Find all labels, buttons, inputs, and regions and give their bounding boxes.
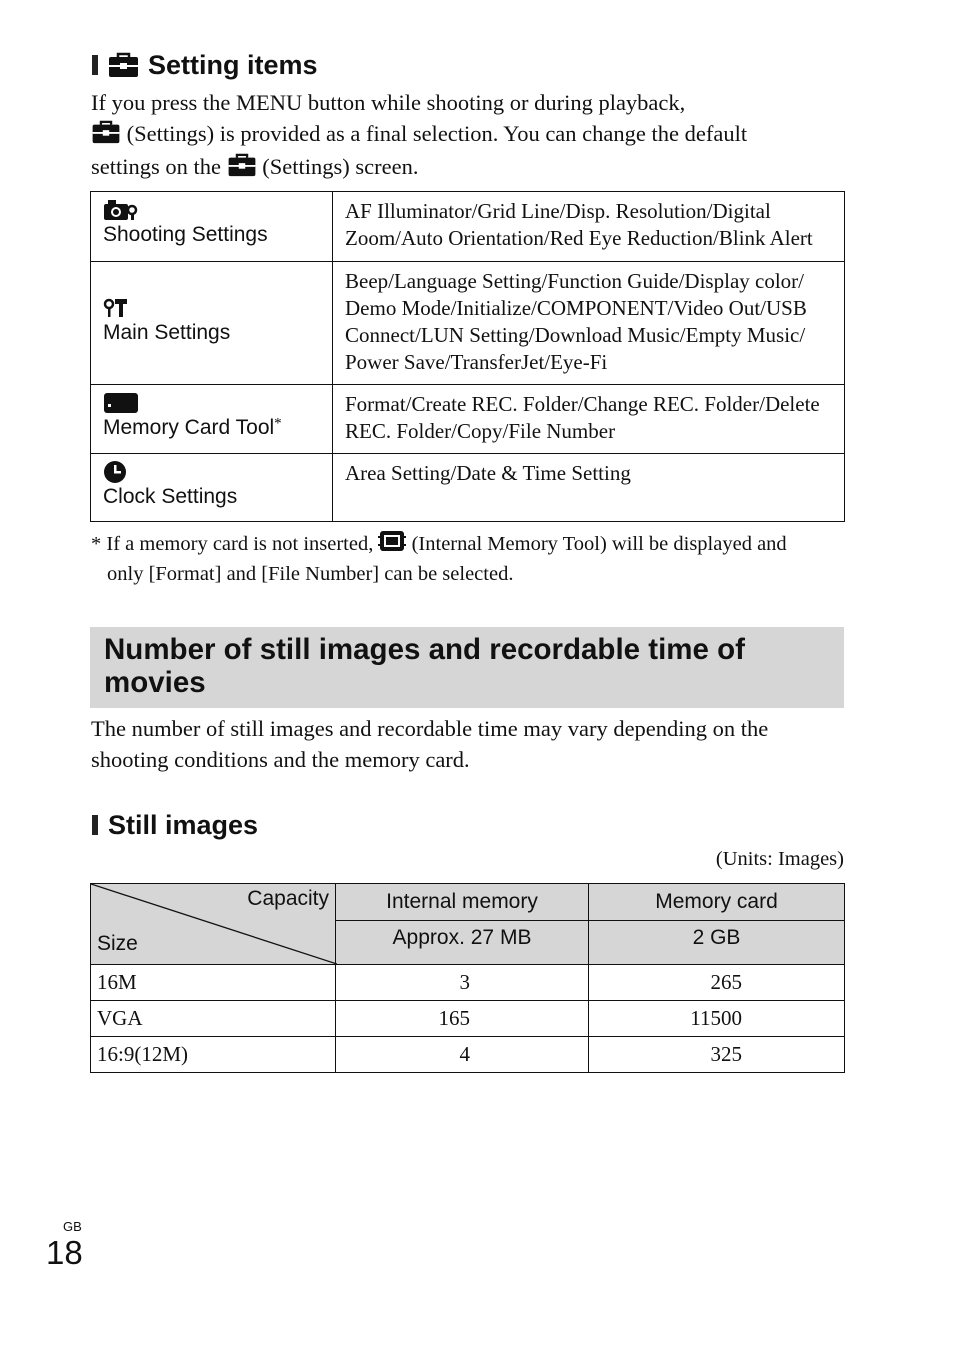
internal-memory-capacity: Approx. 27 MB <box>336 921 589 965</box>
setting-intro <box>91 88 851 186</box>
footnote-text-b: (Internal Memory Tool) will be displayed and <box>411 533 787 555</box>
settings-category-cell <box>91 385 333 454</box>
settings-row-shooting <box>91 192 845 262</box>
size-cell: 16:9(12M) <box>91 1037 336 1073</box>
still-images-heading: Still images <box>108 810 259 840</box>
intro-line-3-text-b: (Settings) screen. <box>262 154 419 179</box>
camera-settings-icon <box>103 198 320 222</box>
section-title: Number of still images and recordable time of movies <box>104 633 745 699</box>
memory-card-capacity: 2 GB <box>589 921 845 965</box>
toolbox-icon <box>91 120 121 153</box>
intro-line-2 <box>91 119 851 153</box>
heading-bar <box>92 815 98 835</box>
table-row <box>91 1037 845 1073</box>
page-number: 18 <box>46 1234 83 1271</box>
section-banner <box>90 627 844 708</box>
section-intro: The number of still images and recordable time may vary depending on the shooting conditions and the memory card. <box>91 716 769 772</box>
settings-row-clock <box>91 454 845 522</box>
settings-row-memory-card <box>91 385 845 454</box>
heading-bar <box>92 55 98 75</box>
intro-line-3 <box>91 152 851 186</box>
card-count-cell: 325 <box>589 1037 845 1073</box>
capacity-header-row <box>91 884 845 921</box>
memory-card-icon <box>103 391 320 415</box>
setting-items-heading: Setting items <box>148 50 318 80</box>
region-label: GB <box>63 1219 82 1234</box>
capacity-table <box>90 883 845 1073</box>
size-cell: VGA <box>91 1001 336 1037</box>
settings-category-cell <box>91 454 333 522</box>
internal-count-cell: 4 <box>336 1037 589 1073</box>
units-label: (Units: Images) <box>715 848 844 870</box>
internal-memory-header: Internal memory <box>336 884 589 921</box>
footnote-text-a: If a memory card is not inserted, <box>106 533 374 555</box>
internal-count-cell: 3 <box>336 965 589 1001</box>
category-label: Main Settings <box>103 321 231 344</box>
settings-category-cell <box>91 262 333 385</box>
footnote-line-2: only [Format] and [File Number] can be selected. <box>107 563 514 585</box>
memory-card-header: Memory card <box>589 884 845 921</box>
intro-line-1: If you press the MENU button while shooting or during playback, <box>91 90 686 115</box>
settings-items-cell: Area Setting/Date & Time Setting <box>333 454 845 522</box>
settings-items-cell: AF Illuminator/Grid Line/Disp. Resolution/Digital Zoom/Auto Orientation/Red Eye Reduction/Blink Alert <box>333 192 845 262</box>
internal-memory-icon <box>378 529 406 561</box>
category-label: Clock Settings <box>103 485 238 508</box>
toolbox-icon <box>227 153 257 186</box>
table-row <box>91 1001 845 1037</box>
settings-items-cell: Format/Create REC. Folder/Change REC. Folder/Delete REC. Folder/Copy/File Number <box>333 385 845 454</box>
settings-footnote <box>91 529 851 588</box>
settings-items-cell: Beep/Language Setting/Function Guide/Display color/ Demo Mode/Initialize/COMPONENT/Video Out/USB Connect/LUN Setting/Download Music/Empty Music/ Power Save/TransferJet/Eye-Fi <box>333 262 845 385</box>
settings-row-main <box>91 262 845 385</box>
table-row <box>91 965 845 1001</box>
category-label: Shooting Settings <box>103 223 268 246</box>
toolbox-icon <box>108 52 139 83</box>
capacity-corner-cell <box>91 884 336 965</box>
card-count-cell: 11500 <box>589 1001 845 1037</box>
corner-capacity-label: Capacity <box>247 887 329 910</box>
internal-count-cell: 165 <box>336 1001 589 1037</box>
settings-category-cell <box>91 192 333 262</box>
intro-line-2-text: (Settings) is provided as a final selection. You can change the default <box>126 120 748 146</box>
category-label: Memory Card Tool <box>103 416 275 439</box>
clock-icon <box>103 460 320 484</box>
footnote-marker: * <box>91 533 102 555</box>
intro-line-3-text-a: settings on the <box>91 154 221 179</box>
size-cell: 16M <box>91 965 336 1001</box>
corner-size-label: Size <box>97 932 138 955</box>
card-count-cell: 265 <box>589 965 845 1001</box>
footnote-line-1 <box>91 529 851 561</box>
tools-icon <box>103 296 320 320</box>
settings-table <box>90 191 845 522</box>
footnote-marker: * <box>274 415 282 432</box>
